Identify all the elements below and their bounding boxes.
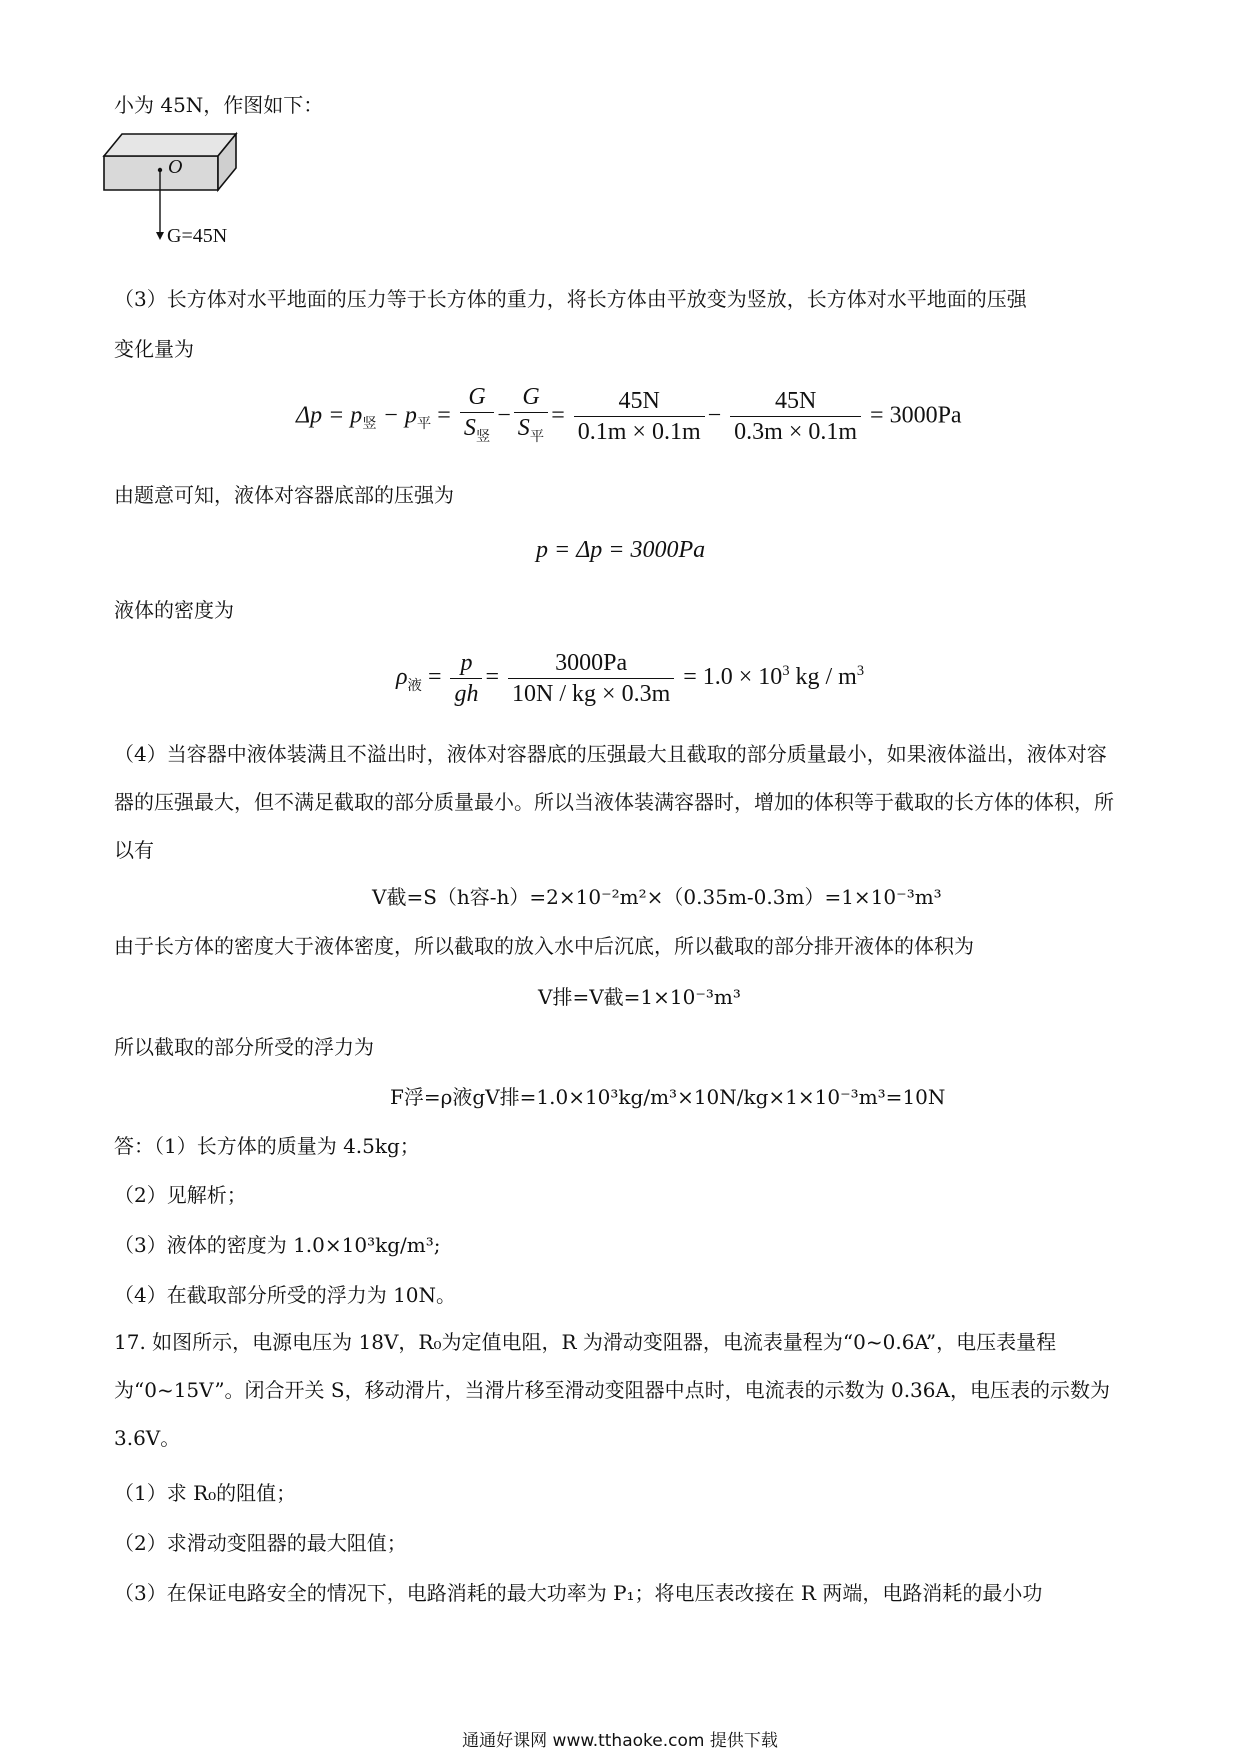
answer-2: （2）见解析； <box>114 1183 247 1207</box>
answer-3: （3）液体的密度为 1.0×10³kg/m³; <box>114 1233 441 1257</box>
box-top-face <box>104 134 236 156</box>
fraction-3000-over-gh: $\frac{3000Pa}{10N / kg \times 0.3m}$ <box>508 650 674 707</box>
pressure-statement: 由题意可知，液体对容器底部的压强为 <box>114 483 454 507</box>
buoyancy-statement: 所以截取的部分所受的浮力为 <box>114 1035 374 1059</box>
page-footer: 通通好课网 www.tthaoke.com 提供下载 <box>462 1731 778 1751</box>
label-o: O <box>168 156 183 178</box>
fraction-45-over-01: $\frac{45N}{0.1m \times 0.1m}$ <box>574 388 705 445</box>
box-front-face <box>104 156 218 190</box>
sink-statement: 由于长方体的密度大于液体密度，所以截取的放入水中后沉底，所以截取的部分排开液体的体积为 <box>114 934 974 958</box>
cut-volume-equation: V截=S（h容-h）=2×10⁻²m²×（0.35m-0.3m）=1×10⁻³m³ <box>372 885 942 909</box>
part3-line2: 变化量为 <box>114 337 194 361</box>
part3-line1: （3）长方体对水平地面的压力等于长方体的重力，将长方体由平放变为竖放，长方体对水平地面的压强 <box>114 287 1027 311</box>
question-17-part-3: （3）在保证电路安全的情况下，电路消耗的最大功率为 P₁；将电压表改接在 R 两端，电路消耗的最小功 <box>114 1581 1043 1605</box>
buoyancy-equation: F浮=ρ液gV排=1.0×10³kg/m³×10N/kg×1×10⁻³m³=10N <box>390 1085 946 1109</box>
displaced-volume-equation: V排=V截=1×10⁻³m³ <box>538 985 741 1009</box>
fraction-p-gh: $\frac{p}{gh}$ <box>450 650 482 707</box>
answer-4: （4）在截取部分所受的浮力为 10N。 <box>114 1283 457 1307</box>
gravity-arrow-head <box>156 232 164 240</box>
answer-1: 答：（1）长方体的质量为 4.5kg； <box>114 1134 420 1158</box>
question-17-text: 17. 如图所示，电源电压为 18V，R₀为定值电阻，R 为滑动变阻器，电流表量程为“0~0.6A”，电压表量程为“0~15V”。闭合开关 S，移动滑片，当滑片移至滑动变阻器中点时，电流表的示数为 0.36A，电压表的示数为 3.6V。 <box>114 1330 1110 1450</box>
density-equation: $\rho_液$ = $\frac{p}{gh}$ = $\frac{3000Pa}{10N / kg \times 0.3m}$ = $1.0 \times 10^3$ kg / $m^3$ <box>396 650 865 707</box>
pressure-change-equation: $\Delta p = p_竖 - p_平$ = $\frac{G}{S_竖}$ − $\frac{G}{S_平}$ = $\frac{45N}{0.1m \times 0.1m}$ − $\frac{45N}{0.3m \times 0.1m}$ = 3000Pa <box>296 384 962 450</box>
part4-paragraph: （4）当容器中液体装满且不溢出时，液体对容器底的压强最大且截取的部分质量最小，如果液体溢出，液体对容器的压强最大，但不满足截取的部分质量最小。所以当液体装满容器时，增加的体积等于截取的长方体的体积，所以有 <box>114 742 1114 862</box>
question-17-part-1: （1）求 R₀的阻值； <box>114 1481 297 1505</box>
fraction-g-s-ping: $\frac{G}{S_平}$ <box>514 384 548 450</box>
density-statement: 液体的密度为 <box>114 598 234 622</box>
pressure-equation: p = Δp = 3000Pa <box>536 537 706 563</box>
label-gravity: G=45N <box>167 225 228 247</box>
intro-text: 小为 45N，作图如下： <box>114 93 324 117</box>
fraction-45-over-03: $\frac{45N}{0.3m \times 0.1m}$ <box>730 388 861 445</box>
question-17-part-2: （2）求滑动变阻器的最大阻值； <box>114 1531 407 1555</box>
box-figure <box>100 128 300 250</box>
fraction-g-s-shu: $\frac{G}{S_竖}$ <box>460 384 494 450</box>
